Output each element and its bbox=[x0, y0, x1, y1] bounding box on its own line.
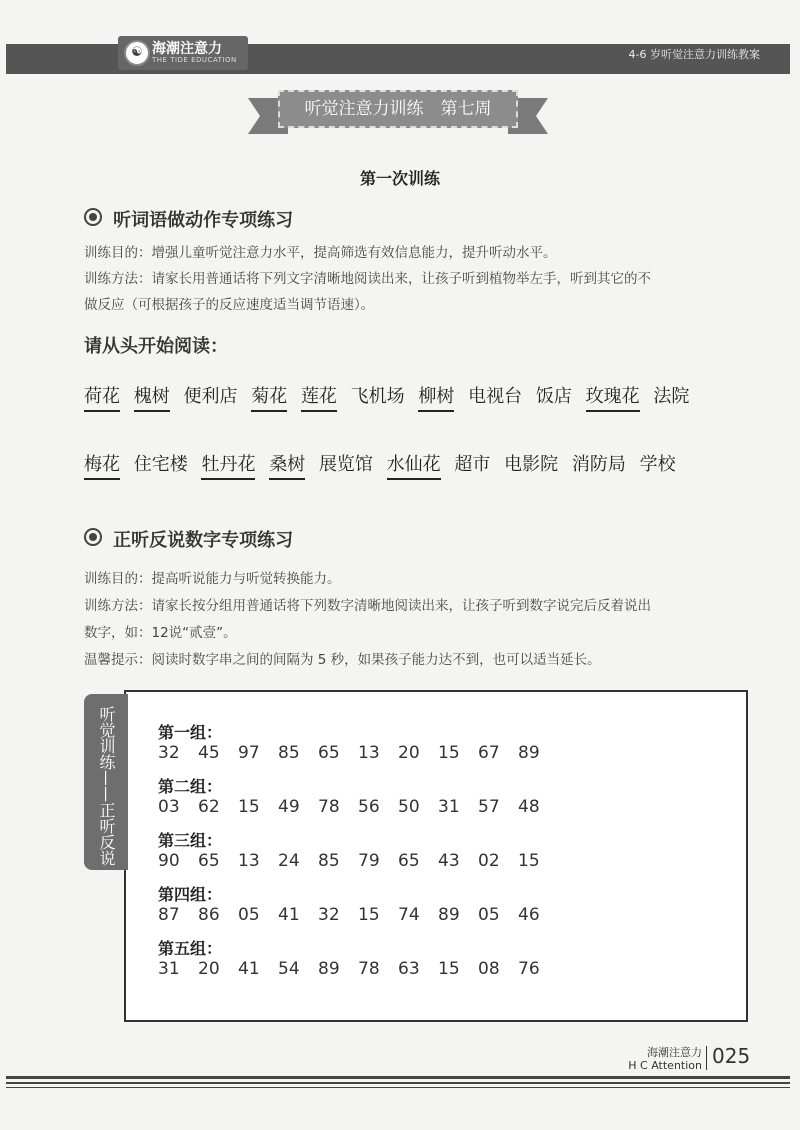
number: 79 bbox=[358, 851, 380, 871]
group-2 bbox=[158, 774, 558, 817]
word-item: 玫瑰花 bbox=[586, 382, 640, 412]
word-item: 消防局 bbox=[571, 454, 626, 475]
number: 15 bbox=[438, 743, 460, 763]
word-row-2 bbox=[84, 450, 784, 480]
section2-goal: 训练目的：提高听说能力与听觉转换能力。 bbox=[84, 571, 341, 587]
word-item: 法院 bbox=[653, 386, 690, 407]
number: 05 bbox=[238, 905, 260, 925]
group-label: 第四组： bbox=[158, 885, 223, 904]
section2-text bbox=[84, 566, 774, 674]
number: 56 bbox=[358, 797, 380, 817]
word-item: 荷花 bbox=[84, 382, 120, 412]
number: 15 bbox=[438, 959, 460, 979]
session-subtitle: 第一次训练 bbox=[359, 169, 440, 188]
word-row-1 bbox=[84, 382, 784, 412]
group-label: 第二组： bbox=[158, 777, 223, 796]
footer-rule bbox=[6, 1076, 790, 1079]
header-logo bbox=[118, 36, 248, 70]
number: 62 bbox=[198, 797, 220, 817]
page-number: 025 bbox=[712, 1044, 751, 1068]
number: 46 bbox=[518, 905, 540, 925]
word-item: 展览馆 bbox=[318, 454, 373, 475]
number: 41 bbox=[238, 959, 260, 979]
read-prompt: 请从头开始阅读： bbox=[84, 336, 228, 357]
word-item: 槐树 bbox=[134, 382, 170, 412]
number: 05 bbox=[478, 905, 500, 925]
number: 41 bbox=[278, 905, 300, 925]
section1-text bbox=[84, 240, 764, 318]
number: 85 bbox=[278, 743, 300, 763]
number: 67 bbox=[478, 743, 500, 763]
number: 03 bbox=[158, 797, 180, 817]
word-item: 菊花 bbox=[251, 382, 287, 412]
number: 78 bbox=[358, 959, 380, 979]
side-tab bbox=[84, 694, 128, 870]
number: 89 bbox=[318, 959, 340, 979]
word-item: 饭店 bbox=[535, 386, 572, 407]
number: 49 bbox=[278, 797, 300, 817]
number: 48 bbox=[518, 797, 540, 817]
word-item: 超市 bbox=[454, 454, 491, 475]
number: 02 bbox=[478, 851, 500, 871]
group-5 bbox=[158, 936, 558, 979]
group-label: 第一组： bbox=[158, 723, 223, 742]
footer-separator bbox=[706, 1046, 707, 1070]
section1-goal: 训练目的：增强儿童听觉注意力水平，提高筛选有效信息能力，提升听动水平。 bbox=[84, 245, 557, 261]
section2-title: 正听反说数字专项练习 bbox=[113, 530, 294, 551]
word-item: 莲花 bbox=[301, 382, 337, 412]
group-label: 第三组： bbox=[158, 831, 223, 850]
group-numbers bbox=[158, 905, 558, 925]
section2-heading bbox=[84, 526, 293, 552]
word-item: 电影院 bbox=[504, 454, 559, 475]
group-1 bbox=[158, 720, 558, 763]
header-book-title: 4-6 岁听觉注意力训练教案 bbox=[628, 48, 760, 61]
number: 76 bbox=[518, 959, 540, 979]
number: 15 bbox=[238, 797, 260, 817]
group-label: 第五组： bbox=[158, 939, 223, 958]
word-item: 电视台 bbox=[468, 386, 523, 407]
number: 65 bbox=[318, 743, 340, 763]
number: 63 bbox=[398, 959, 420, 979]
number: 15 bbox=[358, 905, 380, 925]
word-item: 便利店 bbox=[183, 386, 238, 407]
number: 85 bbox=[318, 851, 340, 871]
number: 24 bbox=[278, 851, 300, 871]
number: 90 bbox=[158, 851, 180, 871]
group-numbers bbox=[158, 851, 558, 871]
word-item: 水仙花 bbox=[387, 450, 441, 480]
number: 43 bbox=[438, 851, 460, 871]
word-item: 桑树 bbox=[269, 450, 305, 480]
word-item: 住宅楼 bbox=[133, 454, 188, 475]
number: 65 bbox=[398, 851, 420, 871]
number: 86 bbox=[198, 905, 220, 925]
section1-method-1: 训练方法：请家长用普通话将下列文字清晰地阅读出来，让孩子听到植物举左手，听到其它的不 bbox=[84, 271, 651, 287]
number: 57 bbox=[478, 797, 500, 817]
page-title: 听觉注意力训练 第七周 bbox=[278, 90, 518, 128]
footer-brand bbox=[628, 1046, 702, 1072]
footer-rule bbox=[6, 1087, 790, 1088]
number: 13 bbox=[238, 851, 260, 871]
section2-method-2: 数字，如：12说“贰壹”。 bbox=[84, 625, 237, 641]
number-groups-box bbox=[124, 690, 748, 1022]
section2-tip: 温馨提示：阅读时数字串之间的间隔为 5 秒，如果孩子能力达不到，也可以适当延长。 bbox=[84, 652, 601, 668]
number: 65 bbox=[198, 851, 220, 871]
word-item: 柳树 bbox=[418, 382, 454, 412]
number: 20 bbox=[198, 959, 220, 979]
number: 87 bbox=[158, 905, 180, 925]
logo-icon: ☯ bbox=[124, 40, 150, 66]
number: 32 bbox=[158, 743, 180, 763]
group-4 bbox=[158, 882, 558, 925]
number: 54 bbox=[278, 959, 300, 979]
number: 78 bbox=[318, 797, 340, 817]
radio-bullet-icon bbox=[84, 528, 102, 546]
number: 32 bbox=[318, 905, 340, 925]
footer-rule bbox=[6, 1082, 790, 1084]
title-ribbon bbox=[248, 86, 548, 140]
word-item: 学校 bbox=[639, 454, 676, 475]
number: 89 bbox=[518, 743, 540, 763]
number: 15 bbox=[518, 851, 540, 871]
number: 50 bbox=[398, 797, 420, 817]
number: 13 bbox=[358, 743, 380, 763]
number: 31 bbox=[158, 959, 180, 979]
word-item: 牡丹花 bbox=[201, 450, 255, 480]
group-numbers bbox=[158, 743, 558, 763]
header-brand: 海潮注意力 bbox=[152, 41, 222, 57]
section1-title: 听词语做动作专项练习 bbox=[113, 210, 294, 231]
section2-method-1: 训练方法：请家长按分组用普通话将下列数字清晰地阅读出来，让孩子听到数字说完后反着说出 bbox=[84, 598, 651, 614]
side-tab-label: 听觉训练——正听反说 bbox=[97, 706, 116, 866]
footer-brand-en: H C Attention bbox=[628, 1059, 702, 1072]
section1-heading bbox=[84, 206, 293, 232]
number: 08 bbox=[478, 959, 500, 979]
header-brand-en: THE TIDE EDUCATION bbox=[152, 56, 237, 64]
footer-brand-cn: 海潮注意力 bbox=[647, 1046, 702, 1059]
number: 31 bbox=[438, 797, 460, 817]
word-item: 飞机场 bbox=[350, 386, 405, 407]
section1-method-2: 做反应（可根据孩子的反应速度适当调节语速）。 bbox=[84, 297, 375, 313]
word-item: 梅花 bbox=[84, 450, 120, 480]
radio-bullet-icon bbox=[84, 208, 102, 226]
group-numbers bbox=[158, 797, 558, 817]
group-numbers bbox=[158, 959, 558, 979]
number: 97 bbox=[238, 743, 260, 763]
number: 20 bbox=[398, 743, 420, 763]
number: 89 bbox=[438, 905, 460, 925]
number: 45 bbox=[198, 743, 220, 763]
group-3 bbox=[158, 828, 558, 871]
number: 74 bbox=[398, 905, 420, 925]
